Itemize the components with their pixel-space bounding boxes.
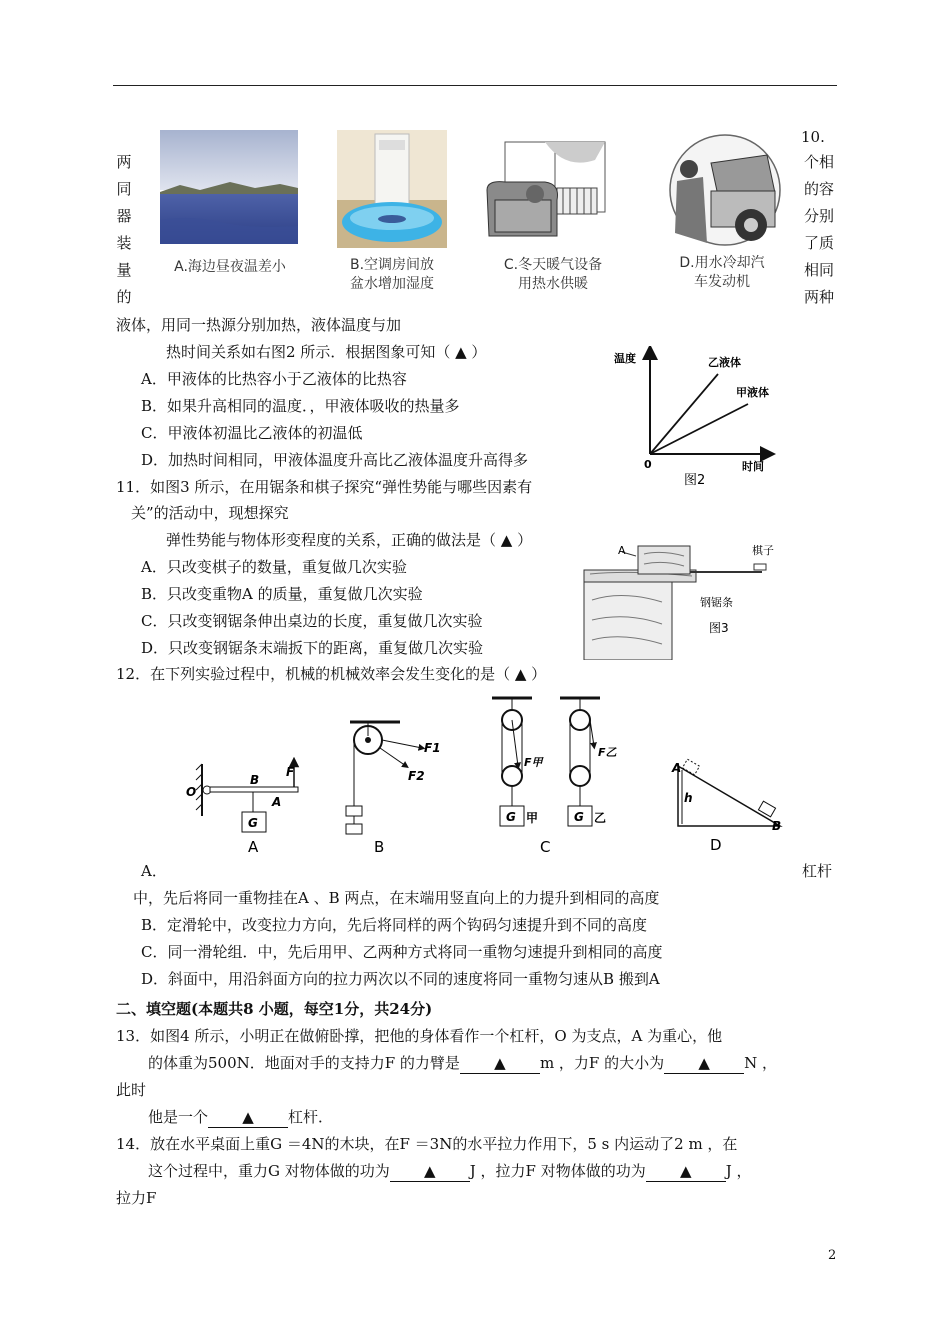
q10-right-chars: 相同 — [803, 261, 834, 279]
q11-option: B．只改变重物A 的质量，重复做几次实验 — [141, 585, 423, 603]
q10-option: A．甲液体的比热容小于乙液体的比热容 — [141, 370, 407, 388]
q12-option-a-end: 杠杆 — [802, 862, 833, 880]
x-axis-label: 时间 — [742, 460, 764, 473]
q10-left-char: 两 — [116, 153, 132, 171]
q13-line3: 此时 — [116, 1081, 147, 1099]
lever-diagram — [186, 762, 298, 856]
q10-left-char: 器 — [116, 207, 132, 225]
label-g: G — [574, 810, 584, 824]
q12-option: C．同一滑轮组．中，先后用甲、乙两种方式将同一重物匀速提升到相同的高度 — [141, 943, 663, 961]
label-f-yi: F乙 — [598, 746, 617, 759]
page-number: 2 — [828, 1248, 837, 1263]
figure-q12-machines — [160, 690, 800, 858]
q10-left-char: 量 — [116, 261, 132, 279]
line-yi — [650, 374, 718, 454]
q12-option-a-start: A． — [141, 862, 167, 880]
label-o: O — [186, 785, 197, 799]
pulley-block-diagram — [492, 698, 618, 856]
label-incline-a: A — [672, 761, 682, 775]
q10-right-chars: 的容 — [803, 180, 834, 198]
line1-label: 乙液体 — [708, 356, 741, 369]
fig3-label-chess: 棋子 — [752, 544, 774, 557]
caption-c: C — [540, 838, 551, 856]
aircon-basin-photo — [337, 130, 447, 248]
label-f: F — [286, 765, 295, 779]
q12-option: B．定滑轮中，改变拉力方向，先后将同样的两个钩码匀速提升到不同的高度 — [141, 916, 648, 934]
radiator-sketch — [485, 140, 613, 240]
q11-option: A．只改变棋子的数量，重复做几次实验 — [141, 558, 407, 576]
q10-left-char: 装 — [116, 234, 132, 252]
q13-line2: 的体重为500N．地面对手的支持力F 的力臂是 ▲ m ，力F 的大小为 ▲ N ， — [148, 1054, 778, 1072]
q14-line2: 这个过程中，重力G 对物体做的功为 ▲ J ，拉力F 对物体做的功为 ▲ J ， — [148, 1162, 752, 1180]
label-g: G — [506, 810, 516, 824]
q10-left-char: 同 — [116, 180, 132, 198]
label-f1: F1 — [424, 741, 441, 755]
q11-option: D．只改变钢锯条末端扳下的距离，重复做几次实验 — [141, 639, 484, 657]
caption-a: A — [248, 838, 259, 856]
q10-number: 10. — [801, 128, 825, 146]
caption-b: B.空调房间放 盆水增加湿度 — [349, 257, 435, 292]
line2-label: 甲液体 — [736, 386, 769, 399]
section-2-title: 二、填空题(本题共8 小题，每空1分，共24分) — [116, 1000, 433, 1018]
q10-text1: 液体，用同一热源分别加热，液体温度与加 — [116, 316, 402, 334]
figure-3-saw — [582, 540, 782, 660]
fig3-label-a: A — [618, 544, 626, 557]
q10-right-chars: 了质 — [803, 234, 834, 252]
q10-right-chars: 个相 — [803, 153, 834, 171]
q13-line4: 他是一个 ▲ 杠杆． — [148, 1108, 334, 1126]
answer-blank[interactable]: ▲ — [390, 1161, 470, 1182]
caption-d: D — [710, 836, 722, 854]
q12-option-a-cont: 中，先后将同一重物挂在A 、B 两点，在末端用竖直向上的力提升到相同的高度 — [133, 889, 660, 907]
q14-line1: 14．放在水平桌面上重G ＝4N的木块，在F ＝3N的水平拉力作用下，5 s 内运动了2 m ，在 — [116, 1135, 738, 1153]
y-axis-label: 温度 — [614, 352, 636, 365]
caption-a: A.海边昼夜温差小 — [174, 259, 286, 275]
fig3-label-saw: 钢锯条 — [700, 596, 733, 609]
label-f-jia: F甲 — [524, 756, 543, 769]
label-jia: 甲 — [526, 811, 539, 825]
origin-label: 0 — [644, 458, 652, 471]
line-jia — [650, 404, 748, 454]
q14-line3: 拉力F — [116, 1189, 157, 1207]
q11-option: C．只改变钢锯条伸出桌边的长度，重复做几次实验 — [141, 612, 483, 630]
q10-right-chars: 分别 — [803, 207, 834, 225]
fixed-pulley-diagram — [346, 722, 441, 856]
seaside-photo — [160, 130, 298, 244]
q10-text2: 热时间关系如右图2 所示．根据图象可知（ ▲ ） — [166, 343, 487, 361]
answer-blank[interactable]: ▲ — [208, 1107, 288, 1128]
header-rule — [113, 85, 837, 86]
car-engine-sketch — [667, 133, 783, 247]
answer-blank[interactable]: ▲ — [664, 1053, 744, 1074]
label-b: B — [250, 773, 260, 787]
q11-line2: 关”的活动中，现想探究 — [131, 504, 289, 522]
q10-left-char: 的 — [116, 288, 132, 306]
q10-left-column — [114, 149, 134, 311]
caption-c: C.冬天暖气设备 用热水供暖 — [503, 257, 603, 292]
q12-option: D．斜面中，用沿斜面方向的拉力两次以不同的速度将同一重物匀速从B 搬到A — [141, 970, 660, 988]
incline-diagram — [671, 759, 781, 854]
q11-line3: 弹性势能与物体形变程度的关系，正确的做法是（ ▲ ） — [166, 531, 533, 549]
q13-line1: 13．如图4 所示，小明正在做俯卧撑，把他的身体看作一个杠杆，O 为支点，A 为重心，他 — [116, 1027, 723, 1045]
q10-option: D．加热时间相同，甲液体温度升高比乙液体温度升高得多 — [141, 451, 529, 469]
label-incline-b: B — [772, 819, 782, 833]
figure-2-graph — [608, 346, 788, 488]
q10-right-chars: 两种 — [803, 288, 834, 306]
label-g: G — [248, 816, 258, 830]
q12-line1: 12．在下列实验过程中，机械的机械效率会发生变化的是（ ▲ ） — [116, 665, 547, 683]
label-h: h — [684, 791, 693, 805]
q11-line1: 11．如图3 所示，在用锯条和棋子探究“弹性势能与哪些因素有 — [116, 478, 533, 496]
figure-2-caption: 图2 — [684, 473, 706, 488]
label-a: A — [272, 795, 282, 809]
label-yi: 乙 — [594, 811, 607, 825]
caption-b: B — [374, 838, 385, 856]
caption-d: D.用水冷却汽 车发动机 — [679, 255, 765, 290]
q10-option: C．甲液体初温比乙液体的初温低 — [141, 424, 363, 442]
q10-option: B．如果升高相同的温度．，甲液体吸收的热量多 — [141, 397, 460, 415]
answer-blank[interactable]: ▲ — [646, 1161, 726, 1182]
fig3-caption: 图3 — [709, 621, 729, 635]
answer-blank[interactable]: ▲ — [460, 1053, 540, 1074]
label-f2: F2 — [408, 769, 425, 783]
q10-right-column — [801, 149, 837, 311]
